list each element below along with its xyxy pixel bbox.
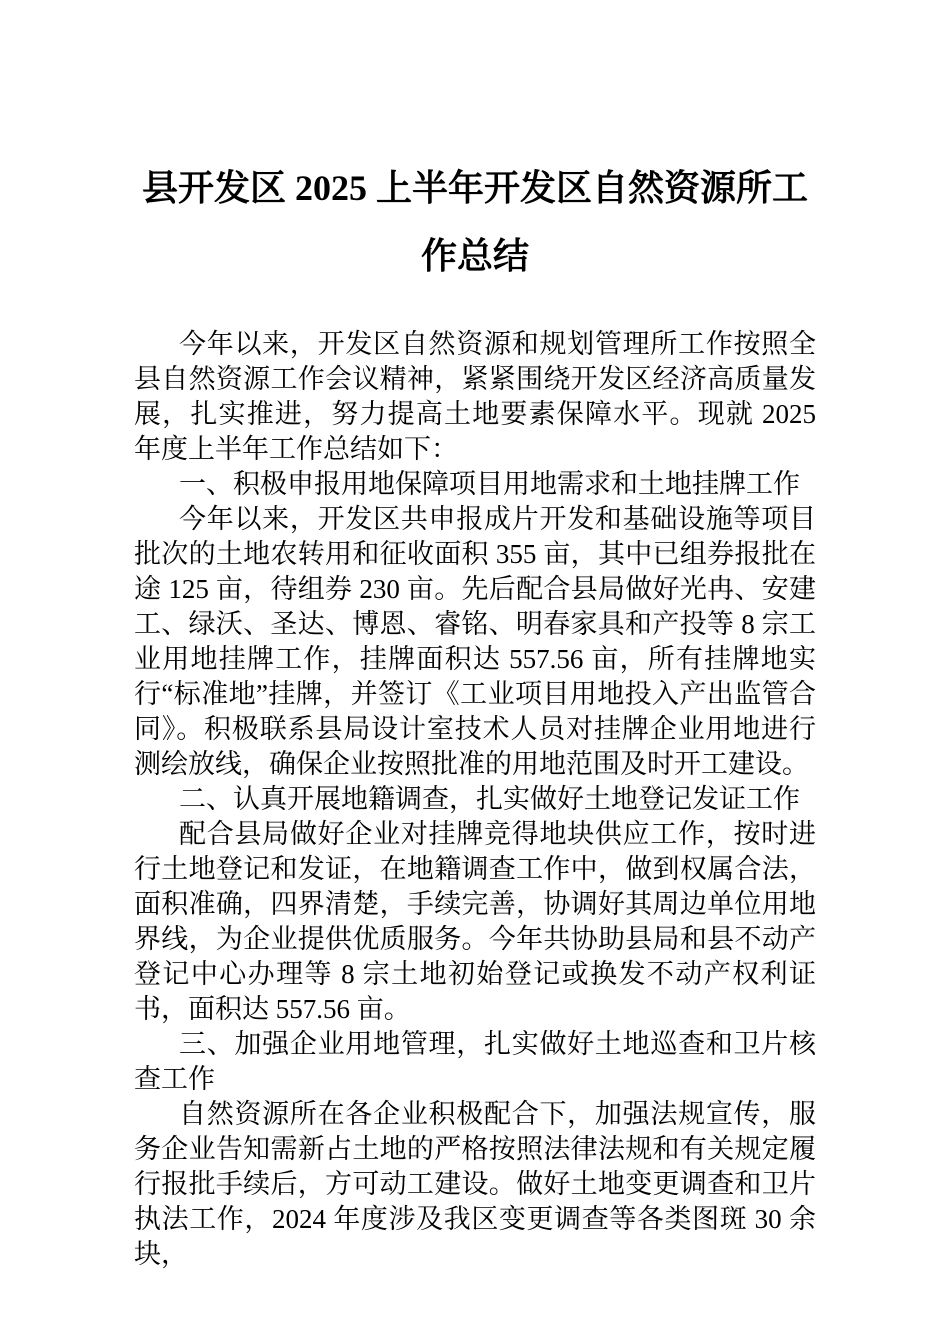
section-heading-1: 一、积极申报用地保障项目用地需求和土地挂牌工作	[179, 469, 800, 499]
paragraph-intro: 今年以来，开发区自然资源和规划管理所工作按照全县自然资源工作会议精神，紧紧围绕开发区经济高质量发展，扎实推进，努力提高土地要素保障水平。现就 2025 年度上半年工作总结如下：	[134, 329, 816, 464]
document-title	[115, 154, 835, 290]
section-heading-3: 三、加强企业用地管理，扎实做好土地巡查和卫片核查工作	[134, 1029, 816, 1094]
paragraph-section-1: 今年以来，开发区共申报成片开发和基础设施等项目批次的土地农转用和征收面积 355 亩，其中已组券报批在途 125 亩，待组券 230 亩。先后配合县局做好光冉、安建工、绿沃、圣达、博恩、睿铭、明春家具和产投等 8 宗工业用地挂牌工作，挂牌面积达 557.56 亩，所有挂牌地实行“标准地”挂牌，并签订《工业项目用地投入产出监管合同》。积极联系县局设计室技术人员对挂牌企业用地进行测绘放线，确保企业按照批准的用地范围及时开工建设。	[134, 504, 816, 779]
section-heading-2: 二、认真开展地籍调查，扎实做好土地登记发证工作	[179, 784, 800, 814]
paragraph-section-2: 配合县局做好企业对挂牌竞得地块供应工作，按时进行土地登记和发证，在地籍调查工作中，做到权属合法，面积准确，四界清楚，手续完善，协调好其周边单位用地界线，为企业提供优质服务。今年共协助县局和县不动产登记中心办理等 8 宗土地初始登记或换发不动产权利证书，面积达 557.56 亩。	[134, 819, 816, 1024]
title-line-1: 县开发区 2025 上半年开发区自然资源所工	[141, 168, 808, 208]
document-body	[134, 327, 816, 1272]
title-line-2: 作总结	[420, 236, 529, 276]
paragraph-section-3: 自然资源所在各企业积极配合下，加强法规宣传，服务企业告知需新占土地的严格按照法律法规和有关规定履行报批手续后，方可动工建设。做好土地变更调查和卫片执法工作，2024 年度涉及我区变更调查等各类图斑 30 余块，	[134, 1099, 816, 1269]
